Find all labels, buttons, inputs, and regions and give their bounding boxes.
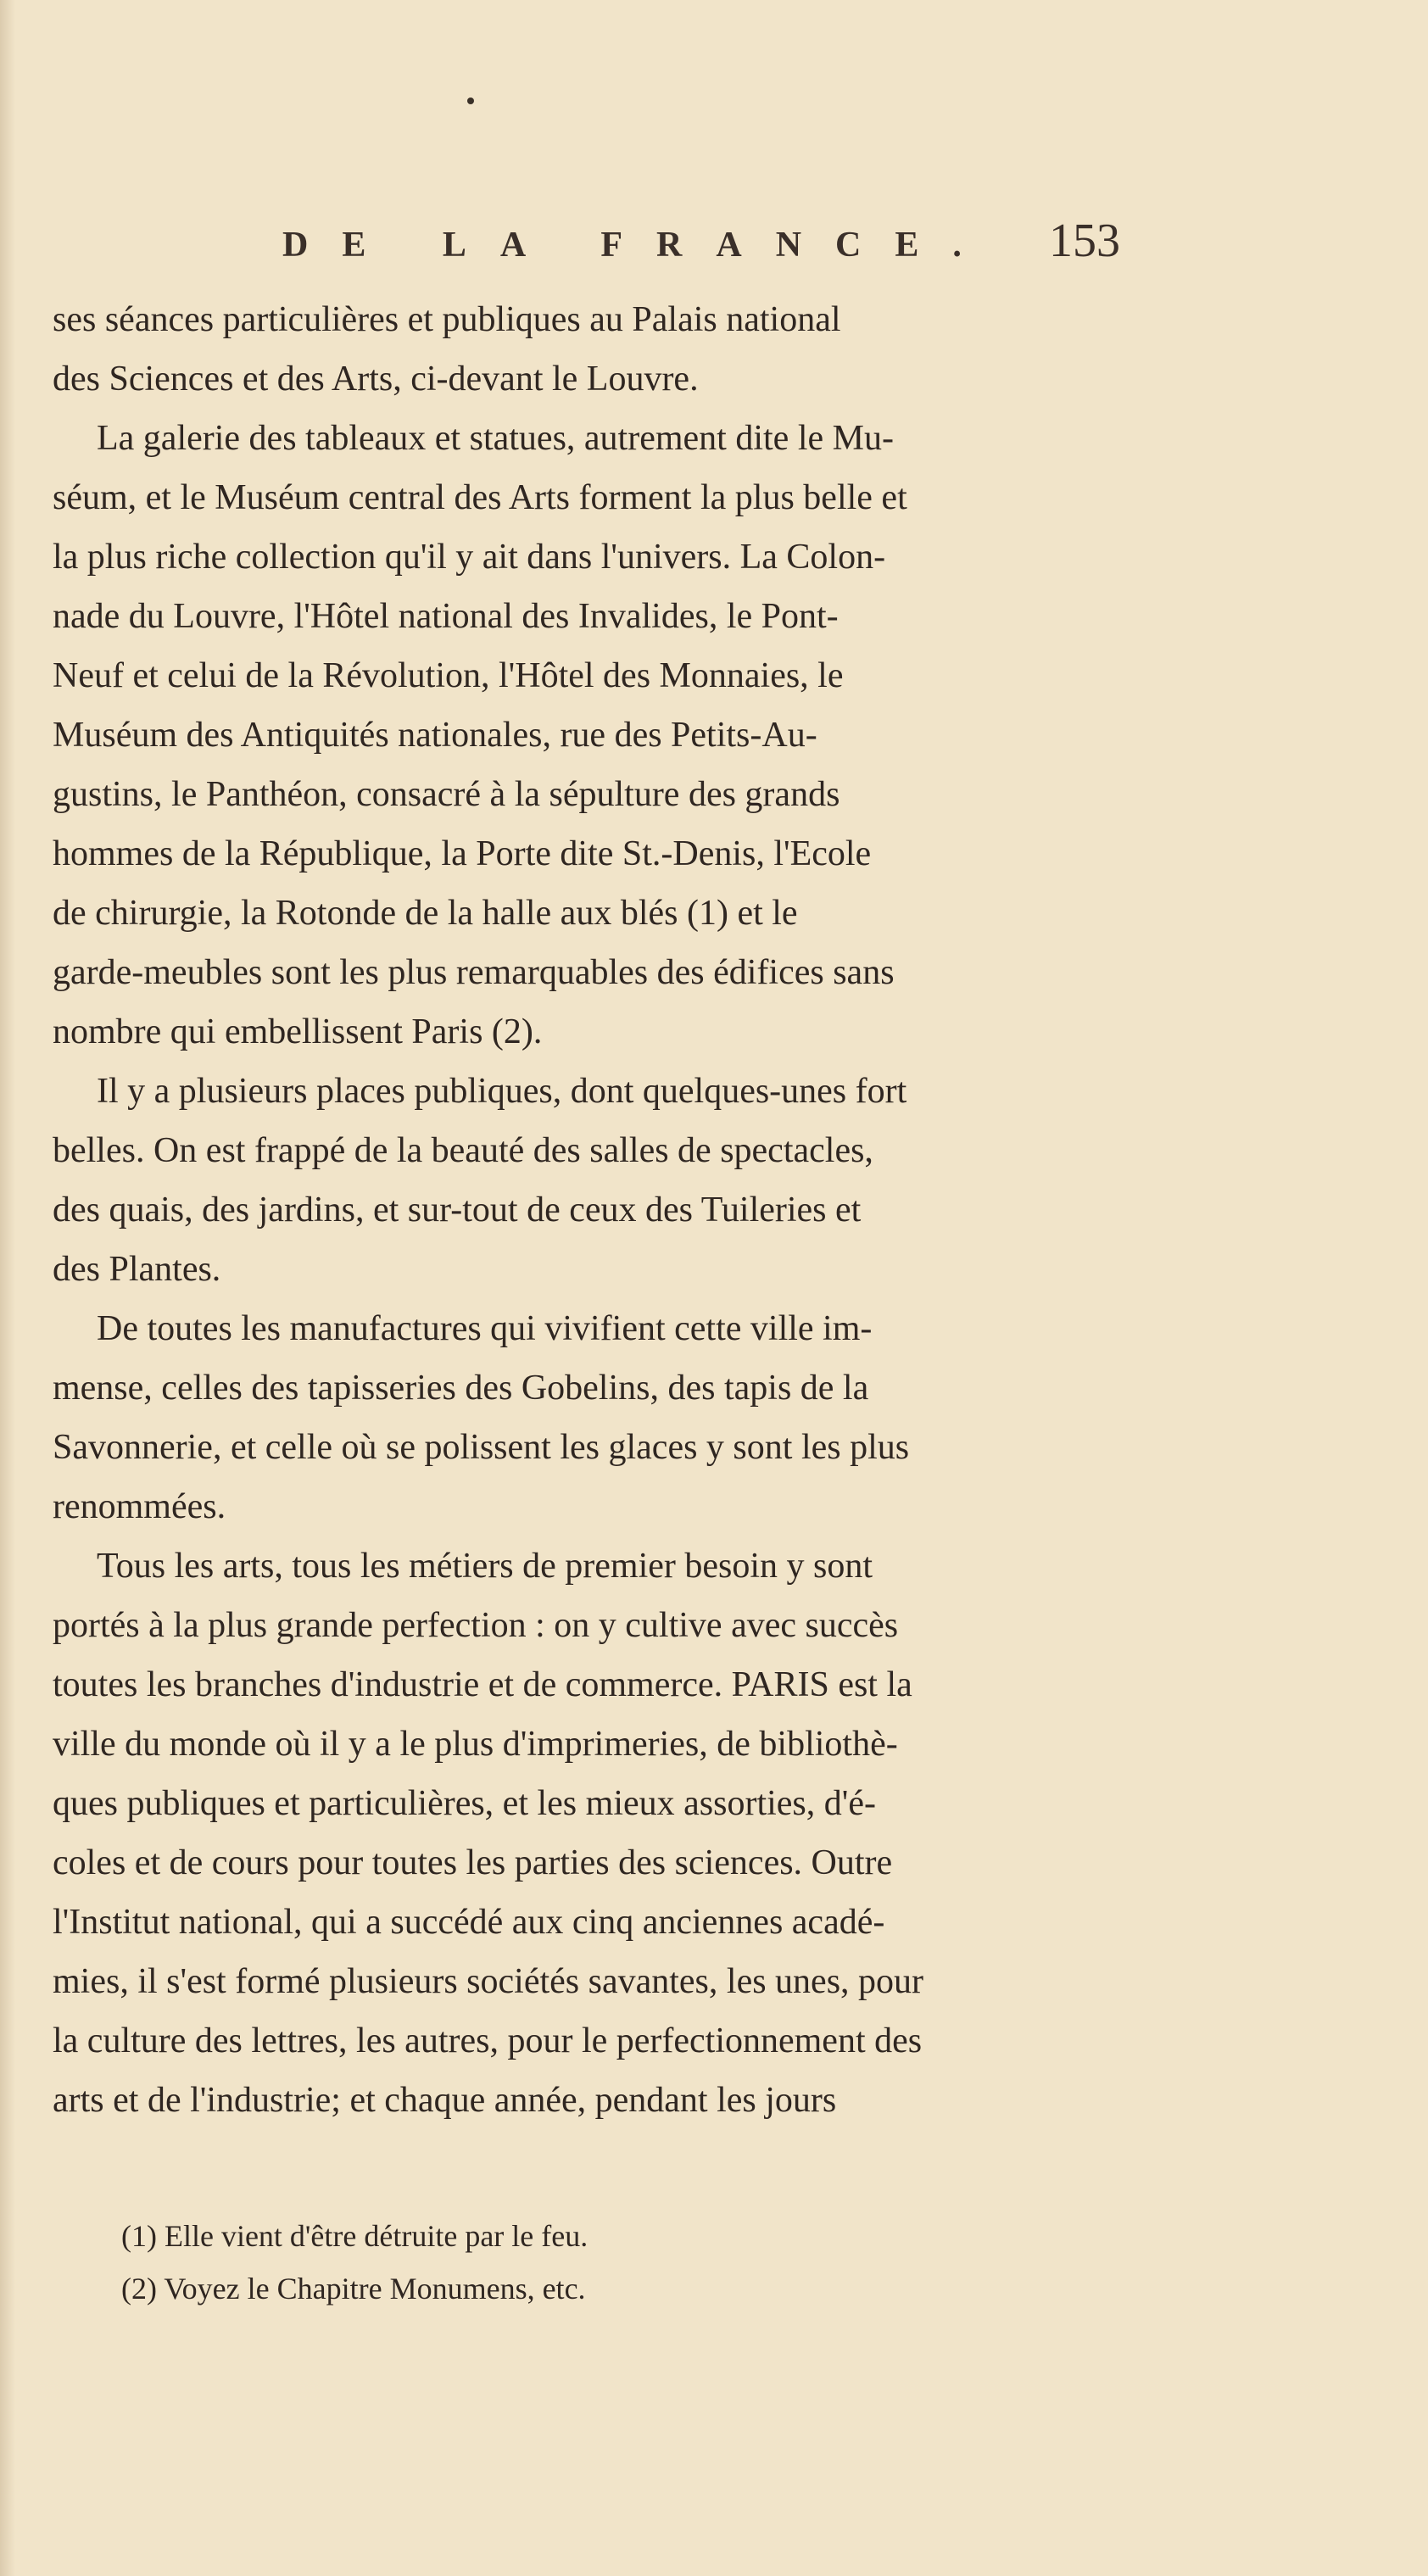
text-line: la plus riche collection qu'il y ait dans l'univers. La Colon- xyxy=(53,538,886,577)
text-line: de chirurgie, la Rotonde de la halle aux blés (1) et le xyxy=(53,894,798,933)
text-line: des Sciences et des Arts, ci-devant le Louvre. xyxy=(53,360,699,399)
footnote: (1) Elle vient d'être détruite par le feu. xyxy=(121,2219,588,2253)
text-line: arts et de l'industrie; et chaque année, pendant les jours xyxy=(53,2081,837,2120)
text-line: coles et de cours pour toutes les parties des sciences. Outre xyxy=(53,1843,893,1882)
text-line: Savonnerie, et celle où se polissent les glaces y sont les plus xyxy=(53,1428,910,1467)
text-line: Neuf et celui de la Révolution, l'Hôtel des Monnaies, le xyxy=(53,656,844,695)
text-line: mies, il s'est formé plusieurs sociétés savantes, les unes, pour xyxy=(53,1962,924,2001)
text-line: gustins, le Panthéon, consacré à la sépulture des grands xyxy=(53,775,840,814)
text-line: des quais, des jardins, et sur-tout de ceux des Tuileries et xyxy=(53,1190,862,1229)
text-line: des Plantes. xyxy=(53,1250,221,1289)
page-edge-shadow xyxy=(0,0,15,2576)
text-line: garde-meubles sont les plus remarquables des édifices sans xyxy=(53,953,895,992)
text-line: nombre qui embellissent Paris (2). xyxy=(53,1012,543,1051)
text-line: De toutes les manufactures qui vivifient cette ville im- xyxy=(97,1309,873,1348)
text-line: nade du Louvre, l'Hôtel national des Invalides, le Pont- xyxy=(53,597,839,636)
text-line: ques publiques et particulières, et les mieux assorties, d'é- xyxy=(53,1784,876,1823)
ink-dot xyxy=(467,98,474,104)
text-line: Il y a plusieurs places publiques, dont quelques-unes fort xyxy=(97,1072,907,1111)
page-number: 153 xyxy=(1049,215,1120,267)
text-line: ses séances particulières et publiques au Palais national xyxy=(53,300,841,339)
text-line: portés à la plus grande perfection : on y cultive avec succès xyxy=(53,1606,899,1645)
text-line: Muséum des Antiquités nationales, rue des Petits-Au- xyxy=(53,716,817,755)
text-line: renommées. xyxy=(53,1487,226,1526)
footnotes xyxy=(121,2210,1139,2315)
text-line: belles. On est frappé de la beauté des salles de spectacles, xyxy=(53,1131,873,1170)
running-head: DE LA FRANCE. xyxy=(282,226,996,265)
text-line: Tous les arts, tous les métiers de premier besoin y sont xyxy=(97,1547,873,1586)
text-line: toutes les branches d'industrie et de commerce. PARIS est la xyxy=(53,1665,912,1704)
text-line: mense, celles des tapisseries des Gobelins, des tapis de la xyxy=(53,1369,869,1408)
text-line: séum, et le Muséum central des Arts forment la plus belle et xyxy=(53,478,907,517)
text-line: ville du monde où il y a le plus d'imprimeries, de bibliothè- xyxy=(53,1725,898,1764)
text-line: hommes de la République, la Porte dite St.-Denis, l'Ecole xyxy=(53,834,872,873)
body-text xyxy=(53,290,1172,2130)
text-line: la culture des lettres, les autres, pour le perfectionnement des xyxy=(53,2021,923,2060)
footnote: (2) Voyez le Chapitre Monumens, etc. xyxy=(121,2272,586,2306)
text-line: l'Institut national, qui a succédé aux cinq anciennes acadé- xyxy=(53,1903,885,1942)
text-line: La galerie des tableaux et statues, autrement dite le Mu- xyxy=(97,419,894,458)
